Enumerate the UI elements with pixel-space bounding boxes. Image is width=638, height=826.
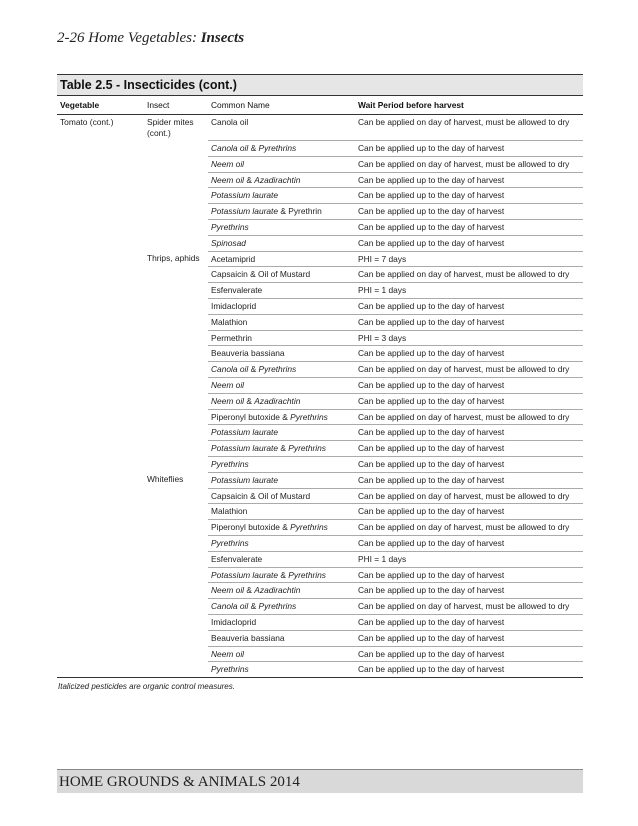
common-name-segment: & [278,569,289,580]
cell-wait-period: PHI = 1 days [355,283,583,299]
cell-wait-period: Can be applied on day of harvest, must be allowed to dry [355,156,583,172]
cell-common-name [208,599,355,615]
common-name-segment: & [248,364,259,375]
cell-insect [144,520,208,536]
cell-insect [144,204,208,220]
cell-insect [144,188,208,204]
running-header [57,30,244,47]
cell-vegetable [57,314,144,330]
table-row [57,472,583,488]
cell-vegetable [57,220,144,236]
cell-vegetable [57,283,144,299]
cell-insect [144,583,208,599]
cell-vegetable [57,378,144,394]
cell-vegetable [57,299,144,315]
cell-insect [144,393,208,409]
col-header-wait-period: Wait Period before harvest [355,96,583,115]
common-name-segment: Pyrethrins [258,143,297,154]
common-name-segment: Esfenvalerate [211,285,263,296]
cell-common-name [208,583,355,599]
common-name-segment: & [244,395,255,406]
cell-common-name [208,551,355,567]
common-name-segment: Neem oil [211,395,245,406]
common-name-segment: Potassium laurate [211,569,279,580]
cell-vegetable [57,267,144,283]
common-name-segment: Potassium laurate [211,443,279,454]
cell-common-name [208,646,355,662]
table-row [57,583,583,599]
common-name-segment: Canola oil [211,364,249,375]
cell-vegetable [57,330,144,346]
common-name-segment: Piperonyl butoxide & [211,522,291,533]
cell-wait-period: Can be applied up to the day of harvest [355,204,583,220]
common-name-segment: Potassium laurate [211,427,279,438]
cell-wait-period: Can be applied up to the day of harvest [355,378,583,394]
cell-wait-period: Can be applied up to the day of harvest [355,457,583,473]
cell-common-name [208,172,355,188]
common-name-segment: Beauveria bassiana [211,348,285,359]
common-name-segment: Pyrethrins [211,459,249,470]
cell-wait-period: Can be applied up to the day of harvest [355,220,583,236]
table-title: Table 2.5 - Insecticides (cont.) [57,74,583,95]
cell-wait-period: Can be applied on day of harvest, must be allowed to dry [355,488,583,504]
cell-vegetable [57,583,144,599]
table-header-row [57,96,583,115]
common-name-segment: Pyrethrins [290,411,328,422]
cell-wait-period: Can be applied up to the day of harvest [355,346,583,362]
table-row [57,188,583,204]
table-row [57,330,583,346]
cell-vegetable [57,425,144,441]
cell-common-name [208,662,355,678]
cell-wait-period: PHI = 1 days [355,551,583,567]
common-name-segment: Malathion [211,316,248,327]
cell-wait-period: Can be applied on day of harvest, must be allowed to dry [355,267,583,283]
cell-vegetable [57,172,144,188]
col-header-insect: Insect [144,96,208,115]
cell-insect [144,378,208,394]
common-name-segment: Canola oil [211,117,249,127]
cell-vegetable [57,615,144,631]
cell-wait-period: Can be applied up to the day of harvest [355,583,583,599]
header-section: Insects [200,30,245,46]
cell-vegetable [57,362,144,378]
cell-common-name [208,141,355,157]
cell-wait-period: Can be applied up to the day of harvest [355,141,583,157]
common-name-segment: & [248,143,259,154]
common-name-segment: Imidacloprid [211,301,257,312]
cell-wait-period: Can be applied up to the day of harvest [355,662,583,678]
cell-vegetable [57,251,144,267]
cell-wait-period: Can be applied up to the day of harvest [355,630,583,646]
cell-insect [144,615,208,631]
cell-common-name [208,441,355,457]
cell-common-name [208,346,355,362]
cell-common-name [208,472,355,488]
table-row [57,662,583,678]
common-name-segment: Capsaicin & Oil of Mustard [211,269,311,280]
table-row [57,299,583,315]
insecticides-table [57,95,583,678]
table-row [57,172,583,188]
common-name-segment: Neem oil [211,585,245,596]
table-row [57,156,583,172]
insecticides-table-block [57,74,583,691]
cell-insect [144,441,208,457]
cell-wait-period: Can be applied up to the day of harvest [355,393,583,409]
table-row [57,314,583,330]
cell-vegetable [57,204,144,220]
cell-insect [144,536,208,552]
cell-vegetable: Tomato (cont.) [60,117,114,127]
cell-wait-period: PHI = 3 days [355,330,583,346]
table-row [57,646,583,662]
cell-insect [144,567,208,583]
cell-insect [144,662,208,678]
table-row [57,441,583,457]
common-name-segment: Azadirachtin [254,585,301,596]
cell-common-name [208,156,355,172]
cell-common-name [208,251,355,267]
cell-wait-period: Can be applied up to the day of harvest [355,188,583,204]
common-name-segment: Esfenvalerate [211,553,263,564]
cell-vegetable [57,599,144,615]
cell-vegetable [57,472,144,488]
cell-vegetable [57,646,144,662]
cell-common-name [208,520,355,536]
cell-insect: Whiteflies [147,474,184,485]
cell-vegetable [57,551,144,567]
cell-common-name [208,330,355,346]
cell-vegetable [57,156,144,172]
cell-insect [144,283,208,299]
table-row [57,630,583,646]
cell-insect [144,551,208,567]
cell-insect [144,646,208,662]
cell-insect [144,314,208,330]
col-header-vegetable: Vegetable [57,96,144,115]
cell-wait-period: Can be applied on day of harvest, must be allowed to dry [355,599,583,615]
table-row [57,115,583,141]
table-row [57,457,583,473]
cell-insect [144,156,208,172]
cell-insect [144,299,208,315]
table-row [57,393,583,409]
header-prefix: 2-26 Home Vegetables: [57,30,201,46]
table-row [57,536,583,552]
cell-insect [144,599,208,615]
table-row [57,378,583,394]
table-row [57,567,583,583]
common-name-segment: Pyrethrins [258,364,297,375]
table-row [57,346,583,362]
common-name-segment: Pyrethrins [211,222,249,233]
table-body [57,115,583,678]
table-row [57,488,583,504]
common-name-segment: Permethrin [211,332,252,343]
common-name-segment: Neem oil [211,648,245,659]
common-name-segment: & [244,585,255,596]
common-name-segment: Pyrethrins [211,664,249,675]
cell-common-name [208,567,355,583]
cell-vegetable [57,409,144,425]
cell-wait-period: Can be applied up to the day of harvest [355,536,583,552]
common-name-segment: Acetamiprid [211,253,256,264]
common-name-segment: Beauveria bassiana [211,632,285,643]
cell-vegetable [57,567,144,583]
common-name-segment: Pyrethrins [288,569,326,580]
common-name-segment: Pyrethrins [288,443,326,454]
table-row [57,235,583,251]
cell-wait-period: PHI = 7 days [355,251,583,267]
table-row [57,283,583,299]
cell-insect [144,346,208,362]
cell-wait-period: Can be applied on day of harvest, must be allowed to dry [355,409,583,425]
cell-insect [144,267,208,283]
cell-common-name [208,314,355,330]
cell-common-name [208,188,355,204]
cell-common-name [208,488,355,504]
cell-insect [144,172,208,188]
cell-wait-period: Can be applied up to the day of harvest [355,441,583,457]
common-name-segment: & [278,443,289,454]
cell-vegetable [57,662,144,678]
cell-insect [144,457,208,473]
cell-insect [144,504,208,520]
common-name-segment: & [248,601,259,612]
cell-vegetable [57,441,144,457]
cell-vegetable [57,536,144,552]
cell-vegetable [57,346,144,362]
table-row [57,251,583,267]
cell-wait-period: Can be applied up to the day of harvest [355,299,583,315]
cell-insect [144,409,208,425]
common-name-segment: Piperonyl butoxide & [211,411,291,422]
cell-wait-period: Can be applied on day of harvest, must be allowed to dry [355,520,583,536]
common-name-segment: Pyrethrins [290,522,328,533]
cell-insect: Thrips, aphids [147,253,200,264]
common-name-segment: Pyrethrins [211,538,249,549]
common-name-segment: Potassium laurate [211,474,279,485]
cell-common-name [208,536,355,552]
cell-common-name [208,362,355,378]
cell-vegetable [57,393,144,409]
cell-wait-period: Can be applied on day of harvest, must be allowed to dry [355,115,583,141]
table-row [57,504,583,520]
cell-wait-period: Can be applied up to the day of harvest [355,472,583,488]
cell-common-name [208,425,355,441]
table-row [57,615,583,631]
cell-wait-period: Can be applied up to the day of harvest [355,172,583,188]
cell-common-name [208,409,355,425]
cell-insect [144,425,208,441]
common-name-segment: Neem oil [211,174,245,185]
table-row [57,267,583,283]
common-name-segment: & [244,174,255,185]
cell-insect [144,630,208,646]
table-row [57,220,583,236]
table-row [57,141,583,157]
table-row [57,551,583,567]
cell-common-name [208,630,355,646]
cell-common-name [208,457,355,473]
common-name-segment: Azadirachtin [254,174,301,185]
cell-wait-period: Can be applied up to the day of harvest [355,504,583,520]
table-row [57,204,583,220]
cell-vegetable [57,235,144,251]
cell-insect [144,141,208,157]
table-row [57,599,583,615]
common-name-segment: Neem oil [211,380,245,391]
common-name-segment: Neem oil [211,158,245,169]
cell-common-name [208,204,355,220]
cell-insect [144,330,208,346]
cell-vegetable [57,630,144,646]
cell-common-name [208,235,355,251]
cell-common-name [208,299,355,315]
table-footnote: Italicized pesticides are organic control measures. [58,682,235,692]
cell-insect: Spider mites (cont.) [147,117,194,138]
common-name-segment: Malathion [211,506,248,517]
cell-vegetable [57,188,144,204]
common-name-segment: Pyrethrins [258,601,297,612]
common-name-segment: & Pyrethrin [278,206,322,217]
common-name-segment: Capsaicin & Oil of Mustard [211,490,311,501]
cell-wait-period: Can be applied up to the day of harvest [355,615,583,631]
cell-common-name [208,615,355,631]
cell-wait-period: Can be applied up to the day of harvest [355,646,583,662]
cell-insect [144,362,208,378]
common-name-segment: Canola oil [211,143,249,154]
common-name-segment: Imidacloprid [211,617,257,627]
table-row [57,409,583,425]
cell-vegetable [57,141,144,157]
cell-wait-period: Can be applied up to the day of harvest [355,567,583,583]
table-row [57,520,583,536]
cell-vegetable [57,520,144,536]
common-name-segment: Spinosad [211,237,246,248]
table-row [57,362,583,378]
col-header-common-name: Common Name [208,96,355,115]
cell-common-name [208,115,355,141]
cell-common-name [208,220,355,236]
cell-wait-period: Can be applied up to the day of harvest [355,314,583,330]
common-name-segment: Potassium laurate [211,190,279,201]
cell-insect [144,488,208,504]
cell-insect [144,220,208,236]
cell-common-name [208,378,355,394]
common-name-segment: Potassium laurate [211,206,279,217]
cell-insect [144,235,208,251]
cell-common-name [208,393,355,409]
cell-vegetable [57,488,144,504]
cell-common-name [208,283,355,299]
common-name-segment: Canola oil [211,601,249,612]
cell-common-name [208,504,355,520]
table-row [57,425,583,441]
cell-vegetable [57,457,144,473]
cell-wait-period: Can be applied on day of harvest, must be allowed to dry [355,362,583,378]
cell-common-name [208,267,355,283]
common-name-segment: Azadirachtin [254,395,301,406]
cell-vegetable [57,504,144,520]
page-footer: HOME GROUNDS & ANIMALS 2014 [57,769,583,793]
cell-wait-period: Can be applied up to the day of harvest [355,425,583,441]
cell-wait-period: Can be applied up to the day of harvest [355,235,583,251]
